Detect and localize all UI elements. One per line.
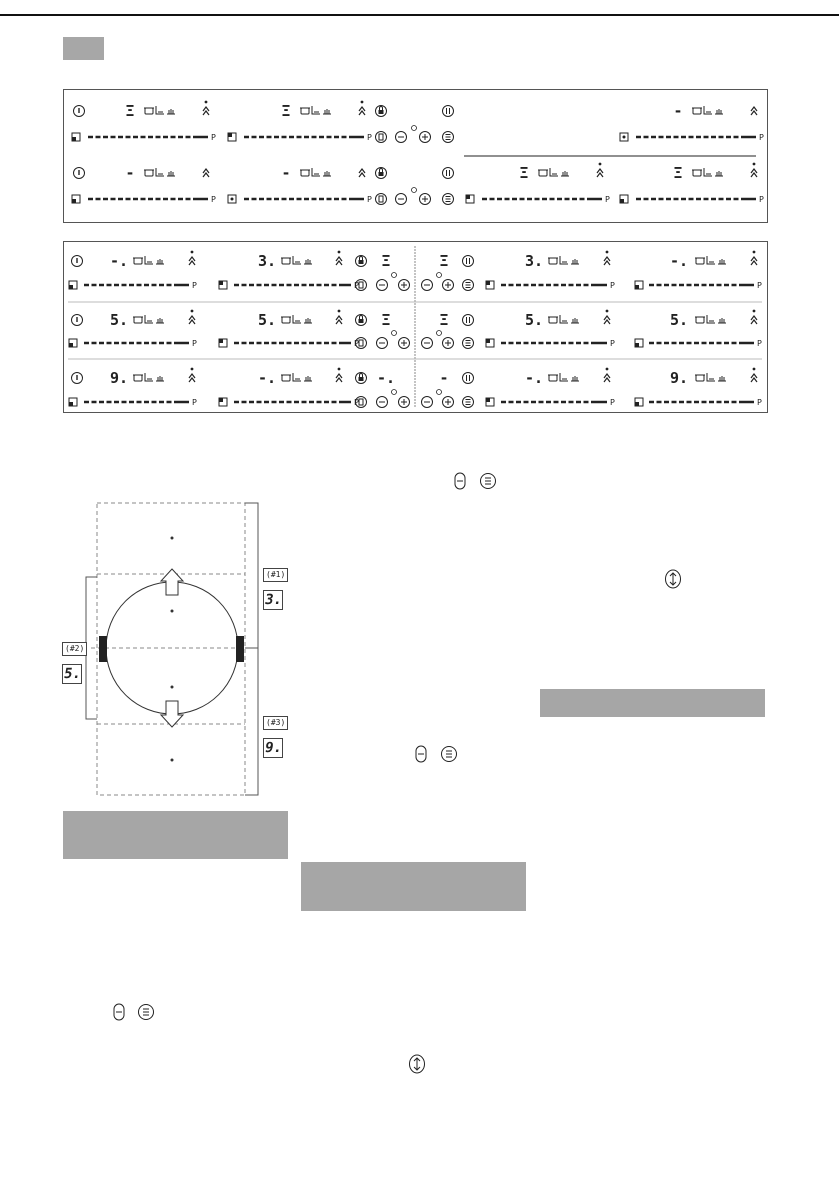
boost-icon [203, 169, 209, 177]
power-slider [501, 281, 615, 290]
boost-icon [604, 251, 610, 265]
pan-icon [293, 256, 301, 264]
boost-icon [203, 101, 209, 115]
boost-icon [751, 251, 757, 265]
zone-size-icon [635, 281, 643, 289]
timer-icon [376, 194, 387, 205]
warm-icon [571, 318, 579, 323]
zone-size-icon [486, 281, 494, 289]
pot-icon [134, 258, 142, 264]
cooking-mode-icons [281, 256, 312, 264]
power-slider [649, 339, 762, 348]
cooking-mode-icons [300, 106, 331, 114]
clock-mini-icon [437, 273, 442, 278]
zone-size-icon [69, 281, 77, 289]
boost-icon [604, 310, 610, 324]
warm-icon [167, 171, 175, 176]
updown-circle-icon [408, 1054, 426, 1074]
zone-size-icon [72, 133, 80, 141]
pause-icon [443, 168, 454, 179]
minus-button [422, 338, 433, 349]
slider-max-label: P [192, 398, 197, 407]
zone-size-icon [228, 133, 236, 141]
cooking-mode-icons [548, 373, 579, 381]
pot-icon [696, 375, 704, 381]
slider-max-label: P [211, 195, 216, 204]
pot-icon [549, 258, 557, 264]
pot-icon [301, 108, 309, 114]
boost-icon [604, 368, 610, 382]
boost-icon [359, 101, 365, 115]
zone-label-2: (#2) [62, 642, 87, 656]
slider-max-label: P [354, 339, 359, 348]
warm-icon [156, 376, 164, 381]
slider-max-label: P [610, 339, 615, 348]
power-level-display: Ξ [281, 102, 291, 120]
pot-icon [696, 317, 704, 323]
pan-icon [312, 168, 320, 176]
power-slider [244, 133, 372, 142]
power-icon [72, 315, 83, 326]
power-level-display: -. [524, 369, 544, 387]
pause-icon [443, 106, 454, 117]
pot-icon [134, 317, 142, 323]
slider-max-label: P [759, 133, 764, 142]
zone-size-icon [219, 398, 227, 406]
pot-icon [145, 170, 153, 176]
plus-button [420, 194, 431, 205]
power-slider [649, 281, 762, 290]
pot-icon [301, 170, 309, 176]
power-icon [72, 256, 83, 267]
warm-icon [167, 109, 175, 114]
warm-icon [304, 376, 312, 381]
menu-circle-icon [137, 1003, 155, 1021]
slider-max-label: P [354, 398, 359, 407]
boost-icon [189, 251, 195, 265]
pan-icon [704, 106, 712, 114]
plus-button [420, 132, 431, 143]
warm-icon [304, 259, 312, 264]
boost-icon [751, 368, 757, 382]
power-level-display: - [125, 164, 135, 182]
zone-size-icon [620, 133, 628, 141]
clock-mini-icon [392, 273, 397, 278]
pan-icon [550, 168, 558, 176]
pot-icon [693, 108, 701, 114]
cooking-mode-icons [281, 373, 312, 381]
warm-icon [156, 259, 164, 264]
power-slider [244, 195, 372, 204]
pan-icon [156, 168, 164, 176]
pot-icon [282, 317, 290, 323]
clock-mini-icon [437, 390, 442, 395]
lock-icon [376, 168, 387, 179]
boost-icon [336, 251, 342, 265]
power-slider [88, 133, 216, 142]
zone-size-icon [486, 398, 494, 406]
slider-max-label: P [367, 133, 372, 142]
top-rule [0, 14, 839, 16]
cooking-mode-icons [548, 315, 579, 323]
zone-size-icon [72, 195, 80, 203]
power-level-display: 5. [669, 311, 689, 329]
zone-size-icon [466, 195, 474, 203]
clock-mini-icon [392, 390, 397, 395]
pan-icon [560, 373, 568, 381]
power-level-display: Ξ [381, 252, 391, 270]
lock-icon [356, 256, 367, 267]
pause-icon [463, 256, 474, 267]
power-level-display: Ξ [381, 311, 391, 329]
slider-max-label: P [605, 195, 610, 204]
power-level-display: 3. [524, 252, 544, 270]
menu-icon [443, 194, 454, 205]
power-level-display: - [439, 369, 449, 387]
slider-max-label: P [367, 195, 372, 204]
section-bar-left [63, 811, 288, 859]
power-icon [74, 168, 85, 179]
zone-label-3: (#3) [263, 716, 288, 730]
minus-oval-icon [415, 745, 427, 763]
minus-button [377, 280, 388, 291]
lock-icon [356, 315, 367, 326]
cooking-mode-icons [300, 168, 331, 176]
zone-diagram [55, 495, 295, 805]
warm-icon [718, 318, 726, 323]
zone-size-icon [69, 398, 77, 406]
zone-size-icon [635, 398, 643, 406]
pan-icon [704, 168, 712, 176]
pot-icon [696, 258, 704, 264]
boost-icon [189, 368, 195, 382]
power-level-display: 5. [109, 311, 129, 329]
warm-icon [323, 109, 331, 114]
timer-icon [376, 132, 387, 143]
boost-icon [189, 310, 195, 324]
plus-button [443, 280, 454, 291]
cooking-mode-icons [692, 168, 723, 176]
pot-icon [549, 317, 557, 323]
pot-icon [282, 375, 290, 381]
slider-max-label: P [192, 339, 197, 348]
power-level-display: Ξ [519, 164, 529, 182]
minus-button [377, 338, 388, 349]
pot-icon [282, 258, 290, 264]
slider-max-label: P [757, 339, 762, 348]
pan-icon [156, 106, 164, 114]
minus-button [396, 194, 407, 205]
zone-digit-2: 5. [62, 666, 82, 682]
pot-icon [549, 375, 557, 381]
pan-icon [707, 315, 715, 323]
pan-icon [312, 106, 320, 114]
power-slider [482, 195, 610, 204]
power-slider [636, 195, 764, 204]
power-slider [636, 133, 764, 142]
pan-icon [145, 373, 153, 381]
warm-icon [718, 376, 726, 381]
panel-a-drawing [64, 90, 767, 222]
zone-digit-3: 9. [263, 740, 283, 756]
clock-mini-icon [392, 331, 397, 336]
power-slider [234, 398, 359, 407]
cooking-mode-icons [133, 373, 164, 381]
control-panel-b [63, 241, 768, 413]
cooking-mode-icons [538, 168, 569, 176]
cooking-mode-icons [692, 106, 723, 114]
menu-circle-icon [479, 472, 497, 490]
pan-icon [707, 373, 715, 381]
power-level-display: 9. [109, 369, 129, 387]
slider-max-label: P [757, 281, 762, 290]
power-level-display: Ξ [439, 311, 449, 329]
power-slider [234, 281, 359, 290]
warm-icon [571, 259, 579, 264]
pan-icon [145, 256, 153, 264]
cooking-mode-icons [695, 315, 726, 323]
minus-oval-icon [454, 472, 466, 490]
zone-size-icon [69, 339, 77, 347]
cooking-mode-icons [695, 373, 726, 381]
slider-max-label: P [192, 281, 197, 290]
minus-button [422, 280, 433, 291]
menu-icon [443, 132, 454, 143]
zone-size-icon [635, 339, 643, 347]
power-level-display: Ξ [439, 252, 449, 270]
power-level-display: Ξ [673, 164, 683, 182]
cooking-mode-icons [695, 256, 726, 264]
minus-oval-icon [113, 1003, 125, 1021]
pause-icon [463, 315, 474, 326]
cooking-mode-icons [133, 256, 164, 264]
cooking-mode-icons [144, 106, 175, 114]
power-slider [234, 339, 359, 348]
power-level-display: Ξ [125, 102, 135, 120]
warm-icon [715, 171, 723, 176]
cooking-mode-icons [133, 315, 164, 323]
power-icon [72, 373, 83, 384]
warm-icon [561, 171, 569, 176]
minus-button [377, 397, 388, 408]
power-level-display: -. [257, 369, 277, 387]
zone-size-icon [219, 281, 227, 289]
clock-mini-icon [412, 126, 417, 131]
menu-icon [463, 280, 474, 291]
slider-max-label: P [757, 398, 762, 407]
minus-button [422, 397, 433, 408]
pot-icon [539, 170, 547, 176]
power-slider [649, 398, 762, 407]
lock-icon [376, 106, 387, 117]
boost-icon [336, 368, 342, 382]
cooking-mode-icons [548, 256, 579, 264]
cooking-mode-icons [281, 315, 312, 323]
warm-icon [304, 318, 312, 323]
slider-max-label: P [211, 133, 216, 142]
power-slider [501, 398, 615, 407]
lock-icon [356, 373, 367, 384]
slider-max-label: P [610, 281, 615, 290]
power-level-display: 3. [257, 252, 277, 270]
zone-size-icon [228, 195, 236, 203]
power-slider [84, 281, 197, 290]
boost-icon [751, 163, 757, 177]
power-level-display: 9. [669, 369, 689, 387]
pan-icon [293, 373, 301, 381]
cooking-mode-icons [144, 168, 175, 176]
power-slider [84, 398, 197, 407]
pause-icon [463, 373, 474, 384]
zone-label-1: (#1) [263, 568, 288, 582]
pan-icon [145, 315, 153, 323]
plus-button [399, 338, 410, 349]
pan-icon [707, 256, 715, 264]
boost-icon [359, 169, 365, 177]
zone-size-icon [620, 195, 628, 203]
power-level-display: -. [376, 369, 396, 387]
power-level-display: - [281, 164, 291, 182]
pot-icon [145, 108, 153, 114]
power-level-display: -. [109, 252, 129, 270]
minus-button [396, 132, 407, 143]
updown-circle-icon [664, 569, 682, 589]
plus-button [399, 397, 410, 408]
section-bar-middle [301, 862, 526, 911]
boost-icon [336, 310, 342, 324]
power-icon [74, 106, 85, 117]
power-level-display: 5. [524, 311, 544, 329]
power-level-display: 5. [257, 311, 277, 329]
warm-icon [715, 109, 723, 114]
plus-button [443, 338, 454, 349]
power-slider [501, 339, 615, 348]
slider-max-label: P [759, 195, 764, 204]
zone-size-icon [219, 339, 227, 347]
power-slider [84, 339, 197, 348]
panel-b-drawing [64, 242, 767, 412]
boost-icon [751, 107, 757, 115]
warm-icon [156, 318, 164, 323]
menu-icon [463, 338, 474, 349]
menu-circle-icon [440, 745, 458, 763]
section-tab [63, 37, 104, 60]
warm-icon [323, 171, 331, 176]
clock-mini-icon [412, 188, 417, 193]
zone-size-icon [486, 339, 494, 347]
zone-diagram-drawing [55, 495, 295, 805]
pan-icon [560, 315, 568, 323]
pan-icon [293, 315, 301, 323]
plus-button [443, 397, 454, 408]
power-level-display: -. [669, 252, 689, 270]
slider-max-label: P [610, 398, 615, 407]
power-slider [88, 195, 216, 204]
slider-max-label: P [354, 281, 359, 290]
boost-icon [597, 163, 603, 177]
clock-mini-icon [437, 331, 442, 336]
warm-icon [718, 259, 726, 264]
plus-button [399, 280, 410, 291]
zone-digit-1: 3. [263, 592, 283, 608]
pot-icon [134, 375, 142, 381]
control-panel-a [63, 89, 768, 223]
pot-icon [693, 170, 701, 176]
pan-icon [560, 256, 568, 264]
boost-icon [751, 310, 757, 324]
menu-icon [463, 397, 474, 408]
warm-icon [571, 376, 579, 381]
section-bar-right [540, 689, 765, 717]
power-level-display: - [673, 102, 683, 120]
